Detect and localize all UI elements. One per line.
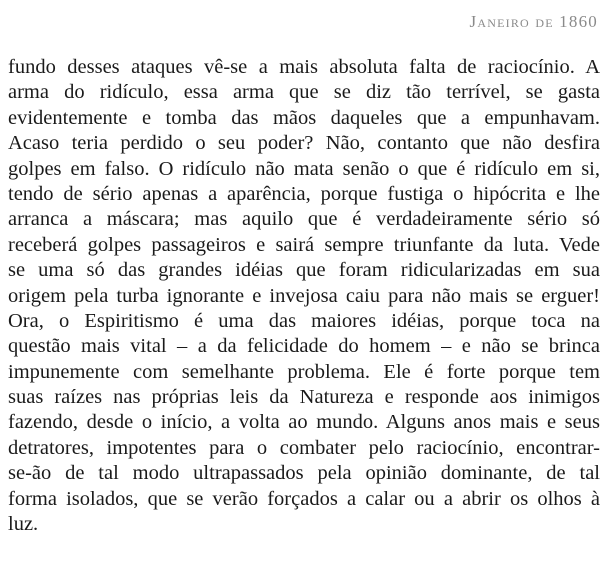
text-line: se uma só das grandes idéias que foram ridicularizadas em sua: [8, 259, 600, 282]
text-line: tendo de sério apenas a aparência, porque fustiga o hipócrita e lhe: [8, 182, 600, 205]
text-line: receberá golpes passageiros e sairá sempre triunfante da luta. Vede: [8, 233, 600, 256]
text-line: arma do ridículo, essa arma que se diz tão terrível, se gasta: [8, 81, 600, 104]
text-line: origem pela turba ignorante e invejosa caiu para não mais se erguer!: [8, 284, 600, 307]
text-line: evidentemente e tomba das mãos daqueles que a empunhavam.: [8, 106, 600, 129]
text-line: luz.: [8, 513, 39, 536]
text-line: questão mais vital – a da felicidade do homem – e não se brinca: [8, 335, 600, 358]
text-line: Acaso teria perdido o seu poder? Não, contanto que não desfira: [8, 132, 600, 155]
text-line: golpes em falso. O ridículo não mata senão o que é ridículo em si,: [8, 157, 600, 180]
text-line: detratores, impotentes para o combater pelo raciocínio, encontrar-: [8, 436, 600, 459]
body-paragraph: [8, 55, 600, 537]
running-header-title: Janeiro de 1860: [469, 12, 598, 31]
text-line: forma isolados, que se verão forçados a calar ou a abrir os olhos à: [8, 487, 600, 510]
text-line: se-ão de tal modo ultrapassados pela opinião dominante, de tal: [8, 462, 600, 485]
text-line: impunemente com semelhante problema. Ele é forte porque tem: [8, 360, 600, 383]
text-line: arranca a máscara; mas aquilo que é verdadeiramente sério só: [8, 208, 600, 231]
text-line: suas raízes nas próprias leis da Natureza e responde aos inimigos: [8, 386, 600, 409]
text-line: Ora, o Espiritismo é uma das maiores idéias, porque toca na: [8, 309, 600, 332]
text-line: fundo desses ataques vê-se a mais absoluta falta de raciocínio. A: [8, 56, 600, 78]
text-line: fazendo, desde o início, a volta ao mundo. Alguns anos mais e seus: [8, 411, 600, 434]
